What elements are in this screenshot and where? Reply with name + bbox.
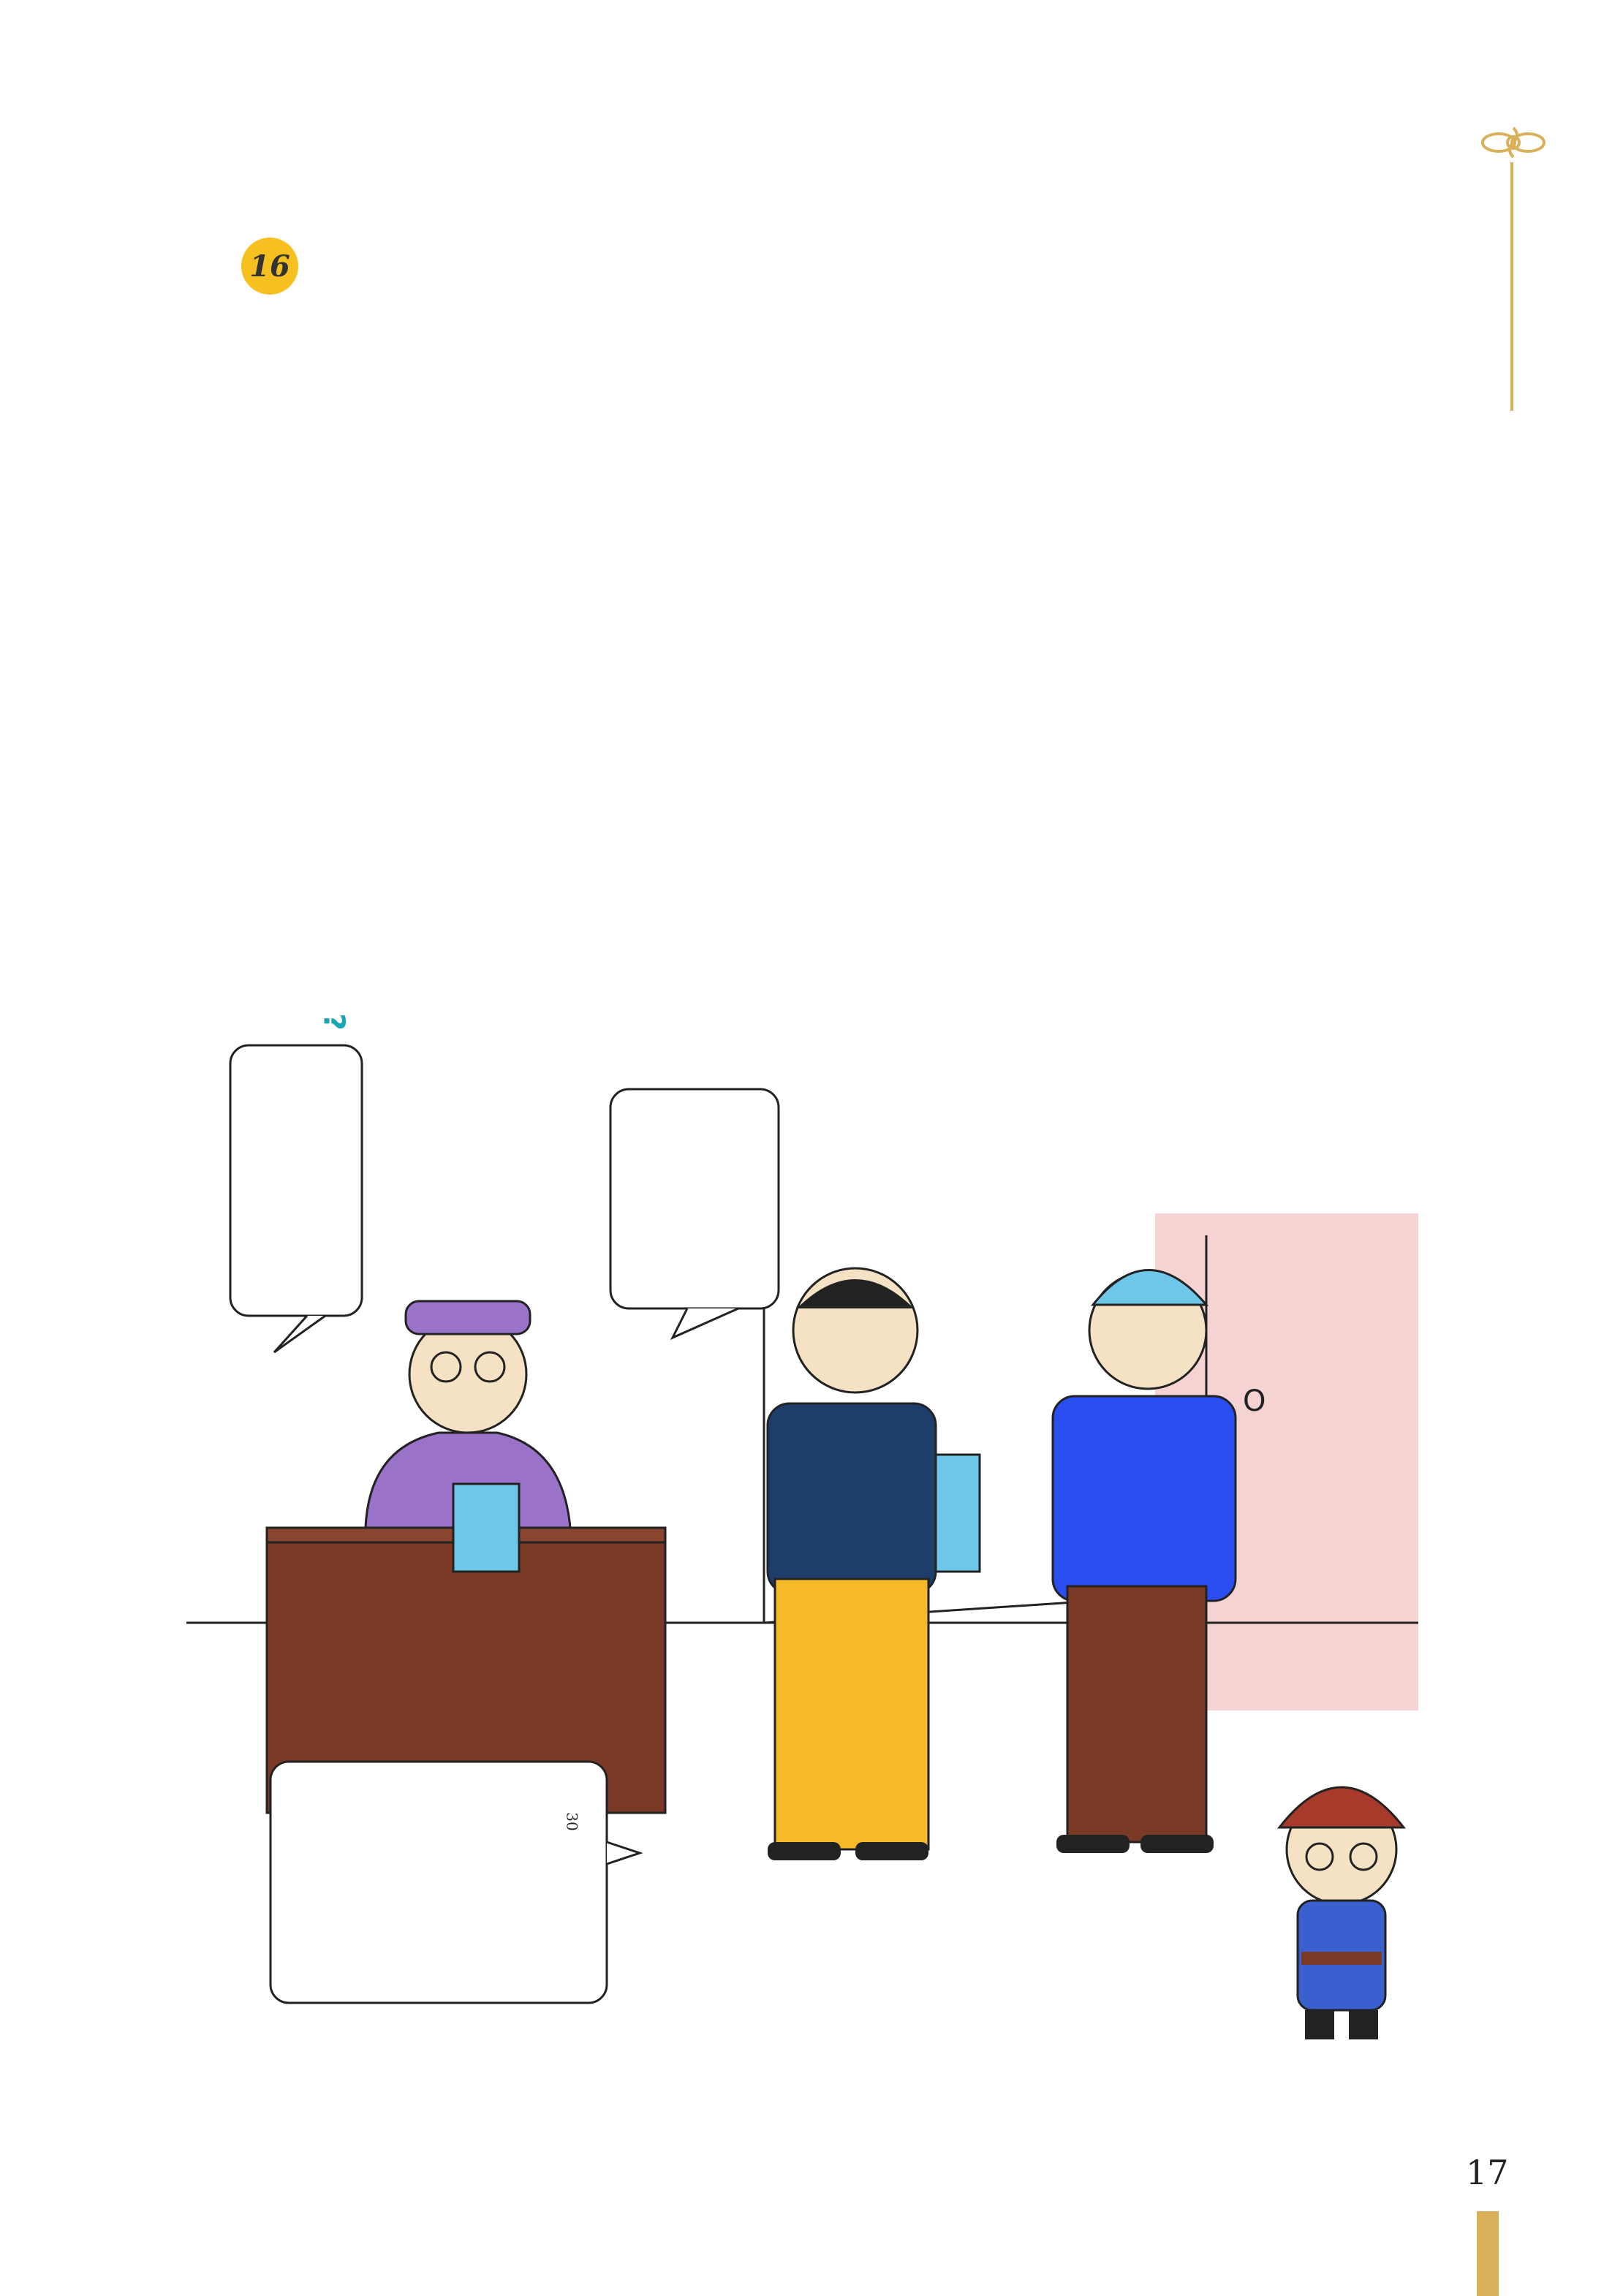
boy-figure [1279,1787,1404,2039]
speech-bubble-boy-number: 30 [563,1812,581,1831]
man-navy-figure [768,1268,980,1860]
question-number-badge [241,238,298,295]
body-text-block [490,219,1411,1009]
question-mark: ? [317,1013,351,1031]
footer-tab [1477,2211,1499,2296]
header-rule [1510,162,1513,411]
speech-bubble-clerk-text [249,1067,344,1294]
speech-bubble-men-text [629,1107,760,1290]
speech-bubble-boy-text [292,1780,585,1985]
question-number: 16 [249,249,290,284]
door-handle-icon: O [1243,1384,1266,1418]
illustration [175,1016,1418,2054]
knot-ornament-icon [1477,121,1550,164]
header-ornament [1477,121,1550,164]
page-number: 17 [1466,2153,1509,2192]
